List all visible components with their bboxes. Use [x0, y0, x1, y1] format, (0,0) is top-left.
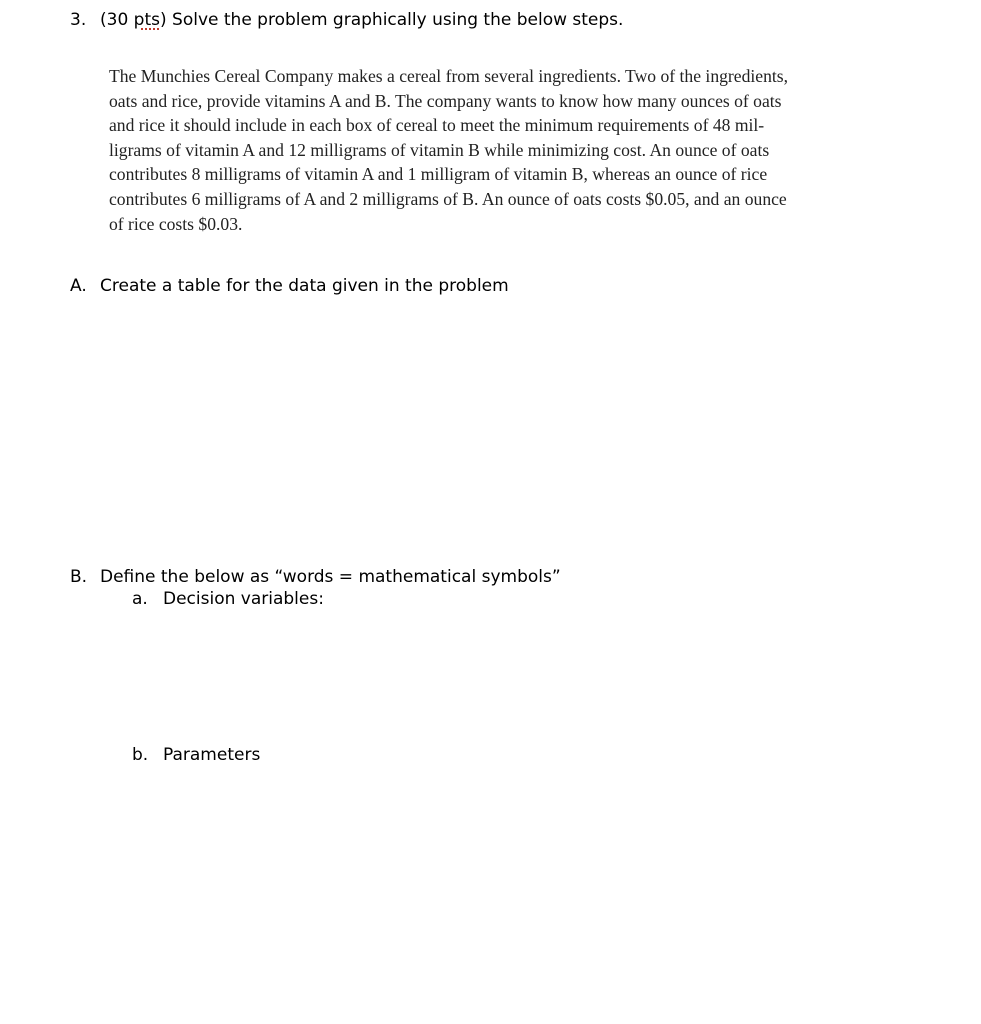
problem-line: ligrams of vitamin A and 12 milligrams of vitamin B while minimizing cost. An ounce of oats: [109, 139, 770, 160]
subitem-parameters: [132, 745, 260, 765]
problem-line: and rice it should include in each box of cereal to meet the minimum requirements of 48 mil-: [109, 115, 765, 136]
section-b-letter: B.: [70, 567, 88, 587]
section-a-letter: A.: [70, 276, 87, 296]
section-b-text: Define the below as “words = mathematical symbols”: [100, 567, 561, 587]
section-a-heading: [70, 276, 509, 296]
subitem-decision-variables: [132, 589, 324, 609]
subitem-text: Parameters: [163, 745, 261, 765]
section-b-heading: [70, 567, 561, 587]
subitem-letter: a.: [132, 589, 148, 609]
problem-line: The Munchies Cereal Company makes a cereal from several ingredients. Two of the ingredients,: [109, 66, 788, 86]
subitem-letter: b.: [132, 745, 149, 765]
question-instruction: Solve the problem graphically using the below steps.: [166, 10, 624, 30]
problem-line: of rice costs $0.03.: [109, 213, 243, 234]
problem-line: contributes 8 milligrams of vitamin A and 1 milligram of vitamin B, whereas an ounce of rice: [109, 164, 768, 185]
subitem-text: Decision variables:: [163, 589, 324, 609]
question-number: 3.: [70, 10, 87, 30]
question-header: [70, 10, 623, 30]
problem-line: contributes 6 milligrams of A and 2 milligrams of B. An ounce of oats costs $0.05, and an ounce: [109, 188, 787, 209]
points-word-spellcheck: pts: [133, 10, 160, 30]
points-open: (30: [100, 10, 134, 30]
problem-statement: [109, 64, 869, 236]
points-close: ): [160, 10, 167, 30]
problem-line: oats and rice, provide vitamins A and B. The company wants to know how many ounces of oats: [109, 90, 782, 111]
section-a-text: Create a table for the data given in the problem: [100, 276, 509, 296]
